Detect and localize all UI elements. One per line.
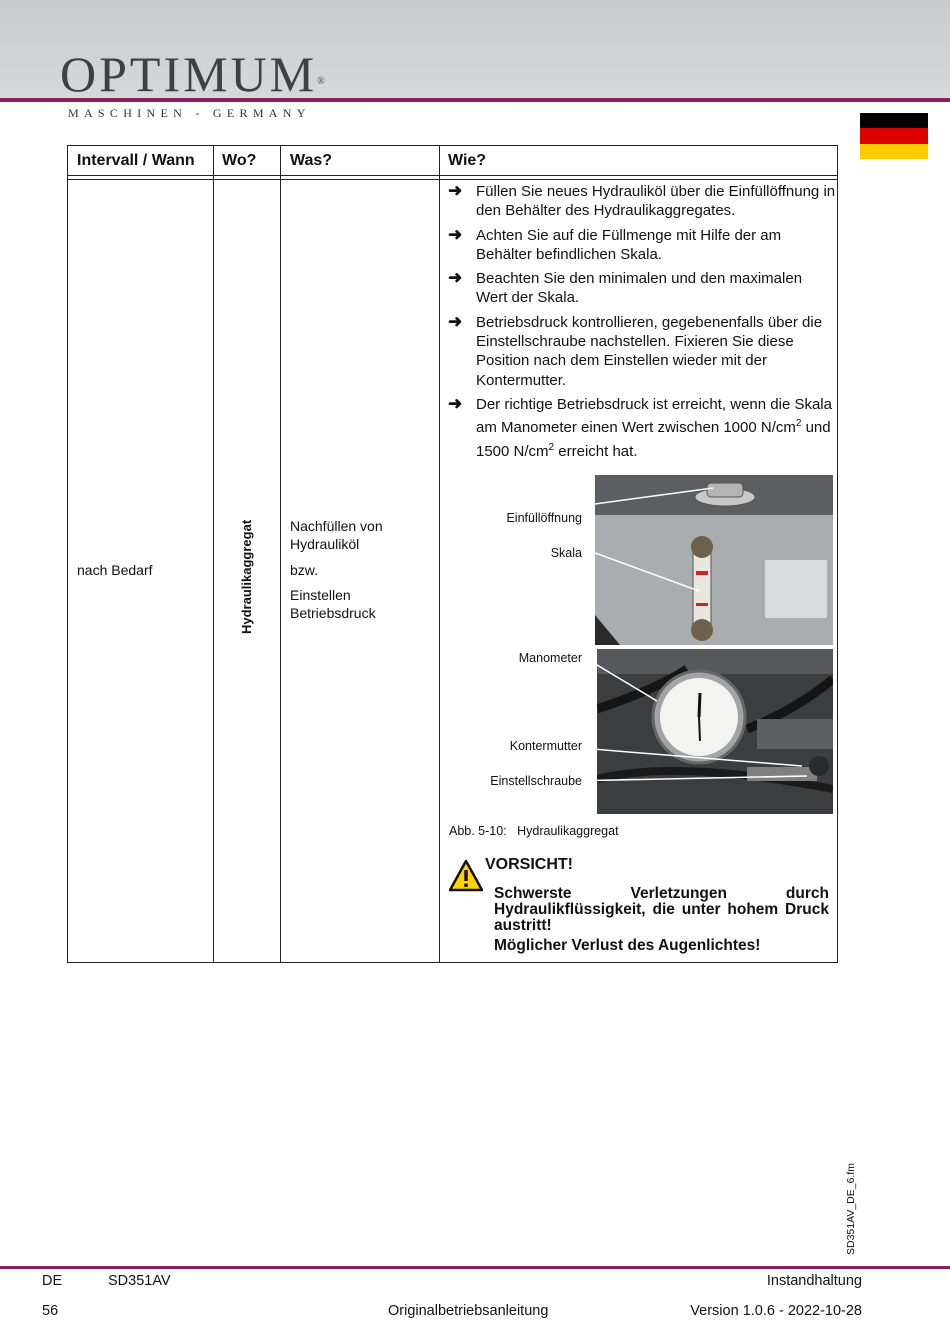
footer-version: Version 1.0.6 - 2022-10-28 bbox=[690, 1303, 862, 1319]
arrow-right-icon: ➜ bbox=[448, 268, 463, 288]
arrow-right-icon: ➜ bbox=[448, 224, 463, 244]
header-how: Wie? bbox=[448, 152, 487, 169]
what-line-3: Einstellen Betriebsdruck bbox=[290, 587, 376, 621]
interval-cell: nach Bedarf bbox=[77, 562, 153, 578]
header-interval: Intervall / Wann bbox=[77, 152, 195, 169]
brand-tagline: MASCHINEN - GERMANY bbox=[68, 106, 311, 120]
footer-language: DE bbox=[42, 1273, 63, 1289]
manometer-photo bbox=[597, 649, 833, 814]
footer-model: SD351AV bbox=[108, 1273, 171, 1289]
what-line-2: bzw. bbox=[290, 562, 319, 578]
label-locknut: Kontermutter bbox=[509, 739, 582, 753]
german-flag-icon bbox=[860, 113, 928, 159]
footer-section: Instandhaltung bbox=[766, 1273, 862, 1289]
step-item: ➜ Betriebsdruck kontrollieren, gegebenenfalls über die Einstellschraube nachstellen. Fixieren Sie diese Position nach dem Einstellen wieder mit der Kontermutter. bbox=[448, 311, 823, 389]
step-item: ➜ Achten Sie auf die Füllmenge mit Hilfe der am Behälter befindlichen Skala. bbox=[448, 224, 782, 263]
brand-logo: OPTIMUM® bbox=[60, 46, 325, 102]
footer-page-number: 56 bbox=[42, 1303, 59, 1319]
label-adjusting-screw: Einstellschraube bbox=[490, 774, 582, 788]
warning-text: Schwerste Verletzungen durch Hydraulikflüssigkeit, die unter hohem Druck austritt! bbox=[494, 885, 829, 934]
arrow-right-icon: ➜ bbox=[448, 393, 463, 413]
step-item: ➜ Beachten Sie den minimalen und den maximalen Wert der Skala. bbox=[448, 268, 803, 307]
warning-triangle-icon bbox=[449, 859, 483, 893]
label-manometer: Manometer bbox=[518, 651, 582, 665]
arrow-right-icon: ➜ bbox=[448, 311, 463, 331]
label-fill-opening: Einfüllöffnung bbox=[506, 511, 582, 525]
procedure-steps bbox=[446, 182, 836, 466]
tank-photo bbox=[595, 475, 833, 645]
maintenance-table bbox=[67, 145, 838, 963]
label-scale: Skala bbox=[550, 546, 582, 560]
where-cell: Hydraulikaggregat bbox=[239, 519, 254, 634]
step-item: ➜ Füllen Sie neues Hydrauliköl über die Einfüllöffnung in den Behälter des Hydraulikaggregates. bbox=[448, 181, 836, 220]
source-filename: SD351AV_DE_6.fm bbox=[845, 1162, 857, 1255]
warning-title: VORSICHT! bbox=[485, 856, 573, 873]
arrow-right-icon: ➜ bbox=[448, 181, 463, 200]
warning-text-2: Möglicher Verlust des Augenlichtes! bbox=[494, 937, 761, 954]
step-item: ➜ Der richtige Betriebsdruck ist erreicht, wenn die Skala am Manometer einen Wert zwischen 1000 $N/cm^2$ und 1500 $N/cm^2$ erreicht hat. bbox=[448, 393, 832, 460]
header-where: Wo? bbox=[222, 152, 257, 169]
footer-rule bbox=[0, 1266, 950, 1269]
what-line-1: Nachfüllen von Hydrauliköl bbox=[290, 518, 383, 552]
header-what: Was? bbox=[290, 152, 333, 169]
figure-caption: Abb. 5-10: Hydraulikaggregat bbox=[449, 824, 619, 838]
footer-document: Originalbetriebsanleitung bbox=[388, 1303, 549, 1319]
